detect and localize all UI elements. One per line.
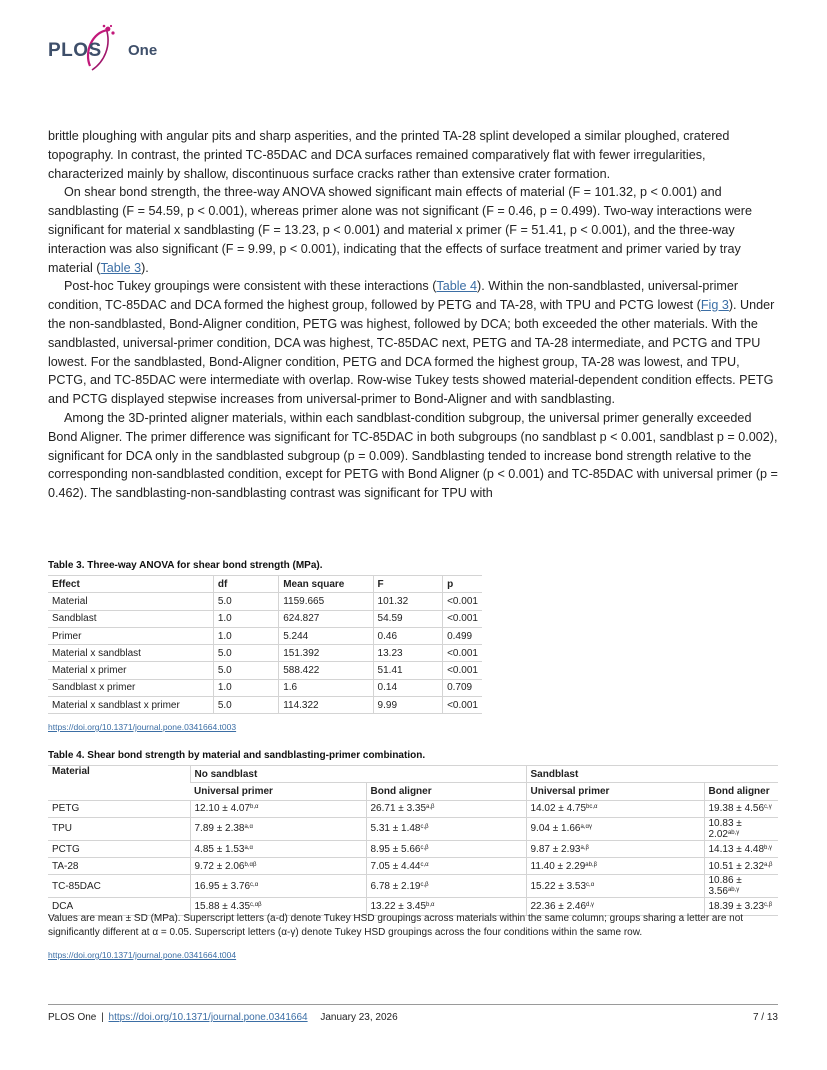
value: 12.10 ± 4.07 xyxy=(194,803,251,815)
table-cell: 1.0 xyxy=(213,627,278,644)
table3-header-cell: df xyxy=(213,576,278,593)
table-cell xyxy=(704,875,778,898)
value: 15.22 ± 3.53 xyxy=(530,880,587,892)
table-cell: Material x sandblast xyxy=(48,645,213,662)
value: 22.36 ± 2.46 xyxy=(530,901,587,913)
table-cell: 5.0 xyxy=(213,645,278,662)
paragraph-2-end: ). xyxy=(141,260,149,275)
article-body xyxy=(48,127,778,503)
table4-group-sandblast: Sandblast xyxy=(526,766,778,783)
footer-separator: | xyxy=(101,1012,104,1023)
table-cell: <0.001 xyxy=(443,697,482,714)
table4-subheader-cell: Universal primer xyxy=(526,783,704,800)
superscript: a,α xyxy=(244,824,253,831)
paragraph-3-text-2: ). Within the non-sandblasted, universal-primer condition, TC-85DAC and DCA formed the highest group, followed by PETG and TA-28, with TPU and PCTG lowest ( xyxy=(48,279,739,313)
table-cell: 0.14 xyxy=(373,679,443,696)
table-cell: 114.322 xyxy=(279,697,373,714)
value: 18.39 ± 3.23 xyxy=(708,901,765,913)
paragraph-4: Among the 3D-printed aligner materials, within each sandblast-condition subgroup, the universal primer generally exceeded Bond Aligner. The primer difference was significant for TC-85DAC in both subgroups (no sandblast p < 0.001, sandblast p = 0.002), significant for DCA only in the sandblasted subgroup (p = 0.009). Sandblasting tended to increase bond strength relative to the corresponding non-sandblasted condition, except for PETG with Bond Aligner (p < 0.001) and TC-85DAC with universal primer (p = 0.462). The sandblasting-non-sandblasting contrast was significant for TPU with xyxy=(48,410,778,501)
page-footer xyxy=(48,1012,398,1023)
table-cell: 101.32 xyxy=(373,593,443,610)
footer-date: January 23, 2026 xyxy=(320,1012,398,1023)
value: 16.95 ± 3.76 xyxy=(194,880,251,892)
table-cell: Material x sandblast x primer xyxy=(48,697,213,714)
table-row xyxy=(48,627,482,644)
table4-group-no-sandblast: No sandblast xyxy=(190,766,526,783)
table3-header-cell: p xyxy=(443,576,482,593)
logo-suffix: One xyxy=(128,42,158,59)
table-cell: 0.709 xyxy=(443,679,482,696)
value: 7.89 ± 2.38 xyxy=(194,823,245,835)
table4-group-header-row xyxy=(48,766,778,783)
superscript: c,β xyxy=(420,844,429,851)
table-row xyxy=(48,679,482,696)
table-cell xyxy=(526,840,704,857)
table-cell: Material x primer xyxy=(48,662,213,679)
superscript: c,γ xyxy=(764,804,772,811)
table-cell: 0.499 xyxy=(443,627,482,644)
table-cell: 151.392 xyxy=(279,645,373,662)
paragraph-2-text: On shear bond strength, the three-way ANOVA showed significant main effects of material (F = 101.32, p < 0.001) and sandblasting (F = 54.59, p < 0.001), whereas primer alone was not significant (F = 0.46, p = 0.499). Two-way interactions were significant for material x sandblasting (F = 13.23, p < 0.001) and material x primer (F = 51.41, p < 0.001), and the three-way interaction was also significant (F = 9.99, p < 0.001), indicating that the effects of surface treatment and primer varied by tray material ( xyxy=(48,185,752,275)
superscript: d,γ xyxy=(586,902,595,909)
value: 4.85 ± 1.53 xyxy=(194,843,245,855)
table4-subheader-cell: Bond aligner xyxy=(704,783,778,800)
table-cell: 54.59 xyxy=(373,610,443,627)
table-cell: TA-28 xyxy=(48,858,190,875)
superscript: c,β xyxy=(420,824,429,831)
table-row xyxy=(48,645,482,662)
page-number: 7 / 13 xyxy=(752,1012,778,1023)
table-cell: 51.41 xyxy=(373,662,443,679)
table-cell: <0.001 xyxy=(443,610,482,627)
table3-header-cell: Mean square xyxy=(279,576,373,593)
table-cell xyxy=(190,817,366,840)
table4-footnote: Values are mean ± SD (MPa). Superscript letters (a-d) denote Tukey HSD groupings across materials within the same column; groups sharing a letter are not significantly different at α = 0.05. Superscript letters (α-γ) denote Tukey HSD groupings across the four conditions within the same row. xyxy=(48,913,744,938)
table3 xyxy=(48,575,482,714)
table-cell: 5.0 xyxy=(213,593,278,610)
superscript: c,αβ xyxy=(250,902,262,909)
table-row xyxy=(48,610,482,627)
table-cell: Sandblast x primer xyxy=(48,679,213,696)
value: 9.72 ± 2.06 xyxy=(194,860,245,872)
superscript: a,β xyxy=(580,844,589,851)
table-row xyxy=(48,662,482,679)
value: 15.88 ± 4.35 xyxy=(194,901,251,913)
table-cell xyxy=(366,858,526,875)
table-cell xyxy=(190,840,366,857)
table-cell xyxy=(366,840,526,857)
table-cell: 9.99 xyxy=(373,697,443,714)
footer-divider xyxy=(48,1004,778,1005)
table3-header-cell: Effect xyxy=(48,576,213,593)
table-cell: 0.46 xyxy=(373,627,443,644)
table-cell xyxy=(366,875,526,898)
value: 10.51 ± 2.32 xyxy=(708,860,765,872)
value: 11.40 ± 2.29 xyxy=(530,860,586,872)
table-row xyxy=(48,593,482,610)
logo-text: PLOS xyxy=(48,40,102,61)
table-cell: <0.001 xyxy=(443,662,482,679)
table3-link[interactable]: Table 3 xyxy=(100,260,142,275)
table4-link[interactable]: Table 4 xyxy=(436,279,478,294)
table-cell xyxy=(190,858,366,875)
value: 9.87 ± 2.93 xyxy=(530,843,581,855)
paragraph-3-text: Post-hoc Tukey groupings were consistent with these interactions ( xyxy=(64,279,437,294)
table-row xyxy=(48,817,778,840)
table3-header-row xyxy=(48,576,482,593)
table-cell: 1.6 xyxy=(279,679,373,696)
table4-doi-link[interactable]: https://doi.org/10.1371/journal.pone.0341664.t004 xyxy=(48,950,237,960)
table-cell xyxy=(526,800,704,817)
table3-title: Table 3. Three-way ANOVA for shear bond strength (MPa). xyxy=(48,560,323,571)
table-cell: 1159.665 xyxy=(279,593,373,610)
table-cell: Material xyxy=(48,593,213,610)
value: 14.13 ± 4.48 xyxy=(708,843,765,855)
value: 10.83 ± 2.02 xyxy=(708,817,742,840)
paragraph-2 xyxy=(48,183,778,277)
superscript: bc,α xyxy=(586,804,598,811)
table-cell: PCTG xyxy=(48,840,190,857)
table-cell: Sandblast xyxy=(48,610,213,627)
table-cell: 1.0 xyxy=(213,610,278,627)
table-cell: DCA xyxy=(48,898,190,915)
superscript: c,β xyxy=(764,902,773,909)
table-cell xyxy=(704,858,778,875)
superscript: a,β xyxy=(426,804,435,811)
paragraph-3-text-3: ). Under the non-sandblasted, Bond-Aligner condition, PETG was highest, followed by DCA; both exceeded the other materials. With the sandblasted, universal-primer condition, DCA was highest, TC-85DAC next, PETG and TA-28 intermediate, and PCTG and TPU lowest. For the sandblasted, Bond-Aligner condition, PETG and DCA formed the highest group, TA-28 was lowest, and TPU, PCTG, and TC-85DAC were intermediate with overlap. Row-wise Tukey tests showed material-dependent condition effects. PETG and PCTG displayed stepwise increases from universal-primer to Bond-Aligner and with sandblasting. xyxy=(48,298,775,407)
value: 8.95 ± 5.66 xyxy=(370,843,421,855)
superscript: c,α xyxy=(586,881,595,888)
table-cell xyxy=(190,875,366,898)
table-cell xyxy=(366,800,526,817)
table-cell: 588.422 xyxy=(279,662,373,679)
table-row xyxy=(48,697,482,714)
value: 9.04 ± 1.66 xyxy=(530,823,581,835)
fig3-link[interactable]: Fig 3 xyxy=(700,298,729,313)
superscript: b,α xyxy=(426,902,435,909)
table-row xyxy=(48,800,778,817)
superscript: a,α xyxy=(244,844,253,851)
table4-title: Table 4. Shear bond strength by material and sandblasting-primer combination. xyxy=(48,750,426,761)
superscript: a,β xyxy=(764,861,773,868)
table-cell xyxy=(704,817,778,840)
superscript: ab,β xyxy=(585,861,598,868)
table-cell xyxy=(190,800,366,817)
table4 xyxy=(48,765,778,916)
paragraph-1: brittle ploughing with angular pits and sharp asperities, and the printed TA-28 splint developed a similar ploughed, cratered topography. In contrast, the printed TC-85DAC and DCA surfaces remained comparatively flat with fewer irregularities, characterized mainly by shallow, discontinuous surface cracks rather than extensive crater formation. xyxy=(48,129,730,181)
superscript: c,β xyxy=(420,881,429,888)
superscript: b,αβ xyxy=(244,861,257,868)
value: 14.02 ± 4.75 xyxy=(530,803,587,815)
value: 26.71 ± 3.35 xyxy=(370,803,427,815)
value: 6.78 ± 2.19 xyxy=(370,880,421,892)
table-cell xyxy=(526,858,704,875)
table4-subheader-cell: Bond aligner xyxy=(366,783,526,800)
superscript: ab,γ xyxy=(727,887,740,894)
footer-doi-link[interactable]: https://doi.org/10.1371/journal.pone.0341664 xyxy=(108,1012,308,1023)
table-row xyxy=(48,858,778,875)
table-cell xyxy=(366,817,526,840)
table-cell: Primer xyxy=(48,627,213,644)
table-cell: 5.244 xyxy=(279,627,373,644)
table4-material-header: Material xyxy=(48,766,190,801)
table-row xyxy=(48,840,778,857)
superscript: b,α xyxy=(250,804,259,811)
value: 19.38 ± 4.56 xyxy=(708,803,765,815)
superscript: a,αγ xyxy=(580,824,592,831)
superscript: c,α xyxy=(420,861,429,868)
table-cell: PETG xyxy=(48,800,190,817)
table-cell xyxy=(526,875,704,898)
table-cell: 5.0 xyxy=(213,662,278,679)
table3-doi-link[interactable]: https://doi.org/10.1371/journal.pone.0341664.t003 xyxy=(48,722,237,732)
footer-journal: PLOS One xyxy=(48,1012,97,1023)
table-row xyxy=(48,875,778,898)
table-cell xyxy=(526,817,704,840)
value: 13.22 ± 3.45 xyxy=(370,901,427,913)
table-cell: 5.0 xyxy=(213,697,278,714)
table-cell: <0.001 xyxy=(443,645,482,662)
superscript: ab,γ xyxy=(727,829,740,836)
table3-header-cell: F xyxy=(373,576,443,593)
table-cell: TC-85DAC xyxy=(48,875,190,898)
value: 10.86 ± 3.56 xyxy=(708,875,742,898)
superscript: b,γ xyxy=(764,844,773,851)
table-cell: 1.0 xyxy=(213,679,278,696)
value: 7.05 ± 4.44 xyxy=(370,860,421,872)
table-cell: 624.827 xyxy=(279,610,373,627)
table-cell: TPU xyxy=(48,817,190,840)
value: 5.31 ± 1.48 xyxy=(370,823,421,835)
paragraph-3 xyxy=(48,277,778,409)
table4-subheader-cell: Universal primer xyxy=(190,783,366,800)
table-cell xyxy=(704,800,778,817)
superscript: c,α xyxy=(250,881,259,888)
table-cell: <0.001 xyxy=(443,593,482,610)
journal-logo[interactable] xyxy=(48,22,188,76)
table-cell xyxy=(704,840,778,857)
table-cell: 13.23 xyxy=(373,645,443,662)
